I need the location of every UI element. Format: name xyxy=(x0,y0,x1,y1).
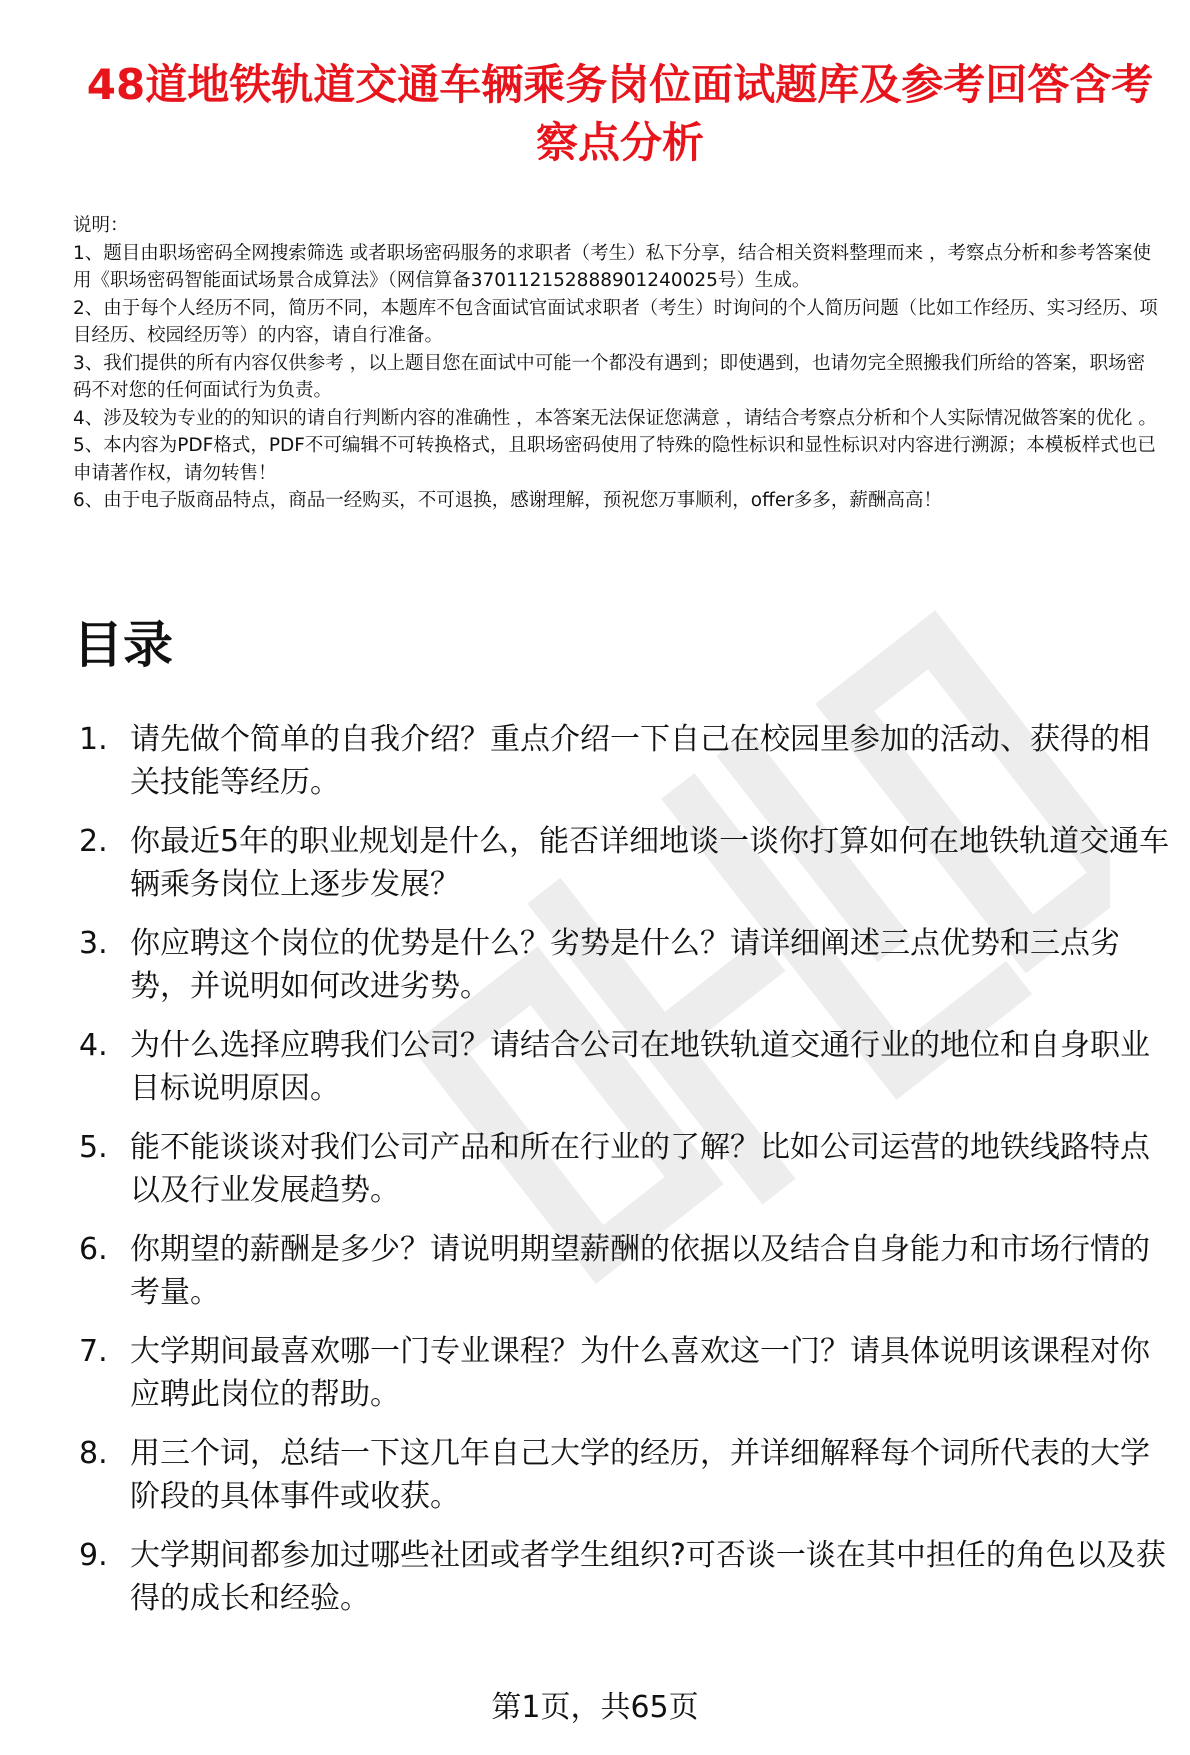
toc-item-number: 8. xyxy=(79,1436,108,1471)
toc-list xyxy=(73,718,1173,1636)
toc-item[interactable] xyxy=(73,820,1173,906)
toc-item-number: 1. xyxy=(79,722,108,757)
toc-item-number: 7. xyxy=(79,1334,108,1369)
notes-section xyxy=(73,212,1163,515)
note-item: 5、本内容为PDF格式，PDF不可编辑不可转换格式，且职场密码使用了特殊的隐性标识和显性标识对内容进行溯源；本模板样式也已申请著作权，请勿转售！ xyxy=(73,435,1156,484)
toc-item-number: 3. xyxy=(79,926,108,961)
toc-item-number: 5. xyxy=(79,1130,108,1165)
toc-item-text: 你最近5年的职业规划是什么，能否详细地谈一谈你打算如何在地铁轨道交通车辆乘务岗位上逐步发展？ xyxy=(130,824,1170,902)
toc-item-number: 4. xyxy=(79,1028,108,1063)
note-item: 3、我们提供的所有内容仅供参考 ，以上题目您在面试中可能一个都没有遇到；即使遇到，也请勿完全照搬我们所给的答案，职场密码不对您的任何面试行为负责。 xyxy=(73,352,1146,401)
notes-label: 说明： xyxy=(73,215,129,236)
toc-item[interactable] xyxy=(73,1024,1173,1110)
toc-item-text: 请先做个简单的自我介绍？重点介绍一下自己在校园里参加的活动、获得的相关技能等经历。 xyxy=(130,722,1150,800)
toc-item[interactable] xyxy=(73,1534,1173,1620)
toc-heading: 目录 xyxy=(73,616,173,674)
toc-item[interactable] xyxy=(73,1432,1173,1518)
note-item: 4、涉及较为专业的的知识的请自行判断内容的准确性 ，本答案无法保证您满意 ，请结合考察点分析和个人实际情况做答案的优化 。 xyxy=(73,407,1157,429)
toc-item-text: 你期望的薪酬是多少？请说明期望薪酬的依据以及结合自身能力和市场行情的考量。 xyxy=(130,1232,1150,1310)
toc-item-text: 大学期间都参加过哪些社团或者学生组织?可否谈一谈在其中担任的角色以及获得的成长和经验。 xyxy=(130,1538,1166,1616)
toc-item-text: 你应聘这个岗位的优势是什么？劣势是什么？请详细阐述三点优势和三点劣势，并说明如何改进劣势。 xyxy=(130,926,1120,1004)
toc-item-number: 6. xyxy=(79,1232,108,1267)
toc-item[interactable] xyxy=(73,1126,1173,1212)
toc-item-text: 为什么选择应聘我们公司？请结合公司在地铁轨道交通行业的地位和自身职业目标说明原因。 xyxy=(130,1028,1150,1106)
toc-item[interactable] xyxy=(73,1330,1173,1416)
note-item: 1、题目由职场密码全网搜索筛选 或者职场密码服务的求职者（考生）私下分享，结合相关资料整理而来 ，考察点分析和参考答案使用《职场密码智能面试场景合成算法》（网信算备370112152888901240025号）生成。 xyxy=(73,242,1152,291)
toc-item-number: 2. xyxy=(79,824,108,859)
toc-item[interactable] xyxy=(73,922,1173,1008)
toc-item-text: 能不能谈谈对我们公司产品和所在行业的了解？比如公司运营的地铁线路特点以及行业发展趋势。 xyxy=(130,1130,1150,1208)
note-item: 2、由于每个人经历不同，简历不同，本题库不包含面试官面试求职者（考生）时询问的个人简历问题（比如工作经历、实习经历、项目经历、校园经历等）的内容，请自行准备。 xyxy=(73,297,1158,346)
toc-item-text: 大学期间最喜欢哪一门专业课程？为什么喜欢这一门？请具体说明该课程对你应聘此岗位的帮助。 xyxy=(130,1334,1150,1412)
page-title: 48道地铁轨道交通车辆乘务岗位面试题库及参考回答含考察点分析 xyxy=(86,60,1154,167)
toc-item[interactable] xyxy=(73,718,1173,804)
toc-item-number: 9. xyxy=(79,1538,108,1573)
page-footer: 第1页，共65页 xyxy=(491,1690,699,1725)
note-item: 6、由于电子版商品特点，商品一经购买，不可退换，感谢理解，预祝您万事顺利，offer多多，薪酬高高！ xyxy=(73,490,942,511)
toc-item-text: 用三个词，总结一下这几年自己大学的经历，并详细解释每个词所代表的大学阶段的具体事件或收获。 xyxy=(130,1436,1150,1514)
toc-item[interactable] xyxy=(73,1228,1173,1314)
